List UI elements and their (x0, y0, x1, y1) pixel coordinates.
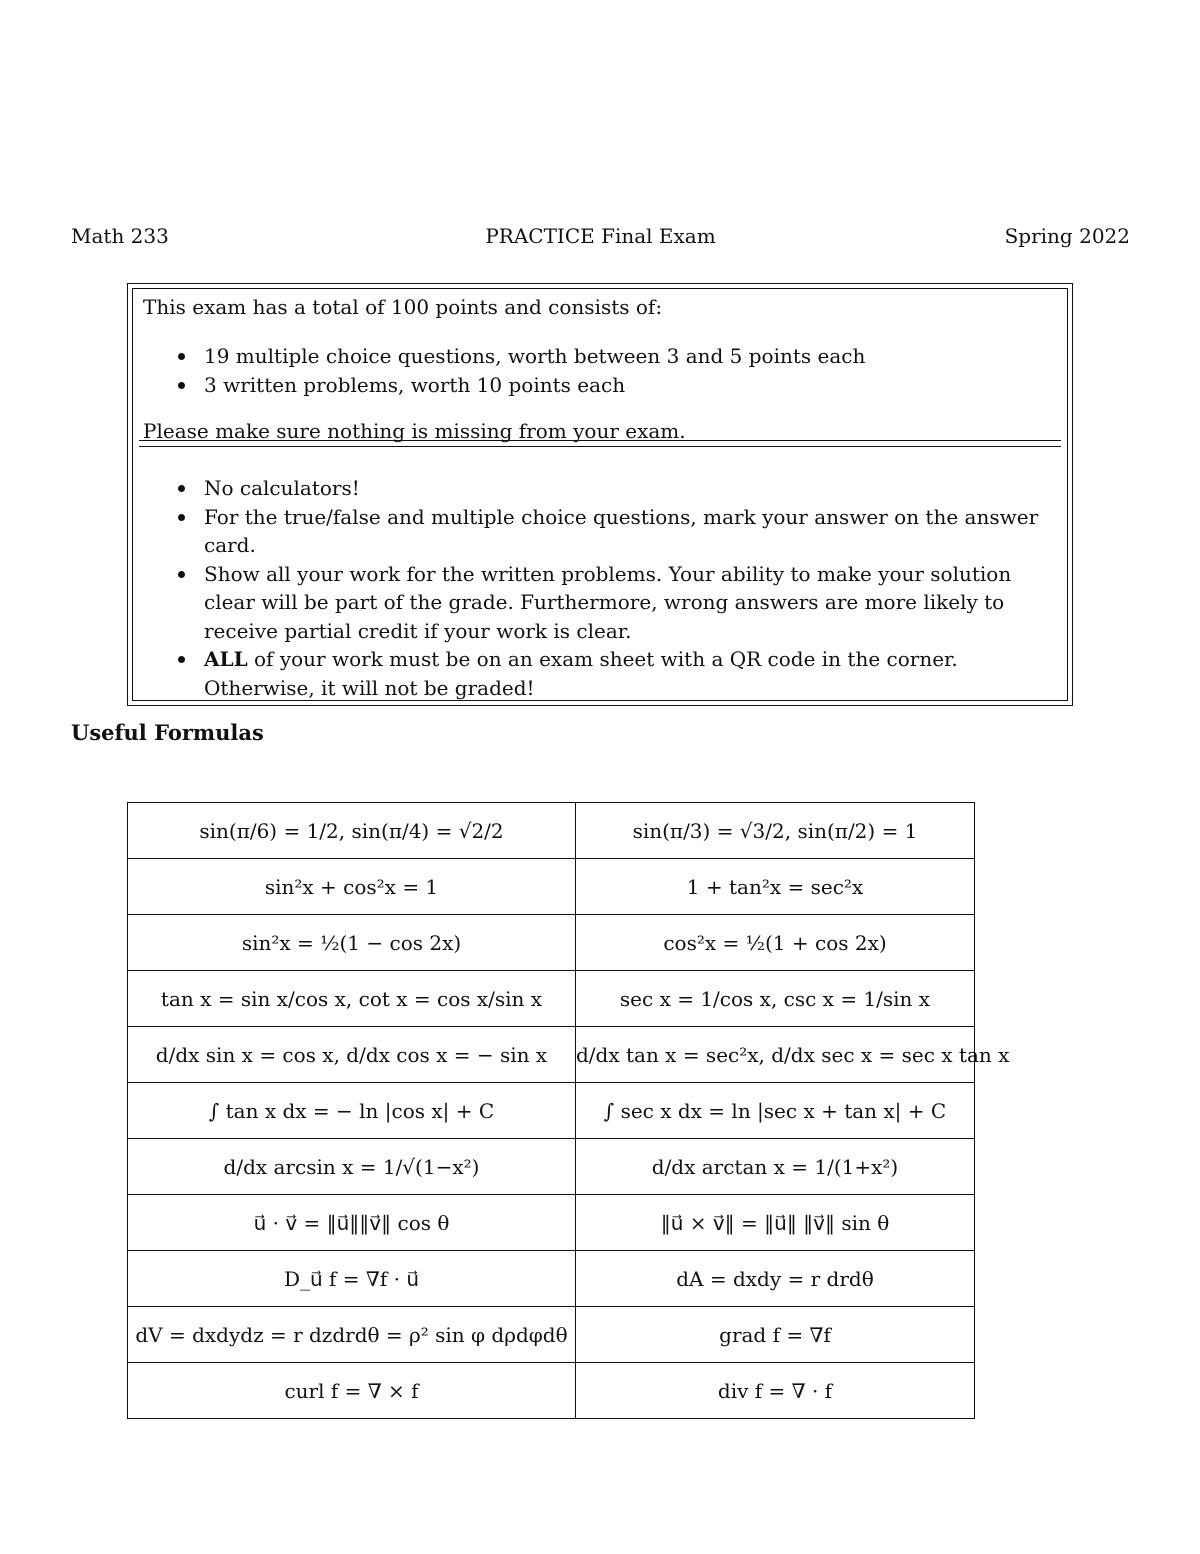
formula-cell: d/dx arctan x = 1/(1+x²) (576, 1139, 975, 1195)
course-name: Math 233 (71, 224, 169, 248)
formula-row (128, 1195, 975, 1251)
formula-row (128, 1139, 975, 1195)
formula-cell: d/dx arcsin x = 1/√(1−x²) (128, 1139, 576, 1195)
formula-cell: dA = dxdy = r drdθ (576, 1251, 975, 1307)
formula-cell: u⃗ · v⃗ = ‖u⃗‖‖v⃗‖ cos θ (128, 1195, 576, 1251)
composition-item: 19 multiple choice questions, worth between 3 and 5 points each (163, 342, 1061, 371)
formula-cell: D_u⃗ f = ∇f · u⃗ (128, 1251, 576, 1307)
formula-cell: sin(π/6) = 1/2, sin(π/4) = √2/2 (128, 803, 576, 859)
formula-cell: curl f = ∇ × f (128, 1363, 576, 1419)
all-instruction-text: of your work must be on an exam sheet with a QR code in the corner. Otherwise, it will not be graded! (204, 647, 958, 700)
instruction-item: No calculators! (163, 474, 1061, 503)
formula-cell: tan x = sin x/cos x, cot x = cos x/sin x (128, 971, 576, 1027)
formula-cell: d/dx tan x = sec²x, d/dx sec x = sec x tan x (576, 1027, 975, 1083)
page-header (71, 224, 1130, 254)
missing-note: Please make sure nothing is missing from your exam. (143, 419, 686, 443)
formula-cell: div f = ∇ · f (576, 1363, 975, 1419)
formula-cell: sin(π/3) = √3/2, sin(π/2) = 1 (576, 803, 975, 859)
exam-info-inner-frame (132, 288, 1068, 701)
formula-cell: 1 + tan²x = sec²x (576, 859, 975, 915)
composition-item: 3 written problems, worth 10 points each (163, 371, 1061, 400)
formula-row (128, 1307, 975, 1363)
exam-intro: This exam has a total of 100 points and consists of: (143, 295, 663, 319)
instructions-list (163, 474, 1061, 702)
formula-cell: ‖u⃗ × v⃗‖ = ‖u⃗‖ ‖v⃗‖ sin θ (576, 1195, 975, 1251)
all-emphasis: ALL (204, 647, 248, 671)
instruction-item: For the true/false and multiple choice questions, mark your answer on the answer card. (163, 503, 1061, 560)
formula-row (128, 859, 975, 915)
exam-info-box (127, 283, 1073, 706)
exam-title: PRACTICE Final Exam (485, 224, 716, 248)
formula-cell: ∫ tan x dx = − ln |cos x| + C (128, 1083, 576, 1139)
formula-row (128, 1251, 975, 1307)
exam-term: Spring 2022 (1004, 224, 1130, 248)
formula-row (128, 915, 975, 971)
formula-row (128, 1083, 975, 1139)
formula-cell: cos²x = ½(1 + cos 2x) (576, 915, 975, 971)
formula-cell: grad f = ∇f (576, 1307, 975, 1363)
formula-cell: sec x = 1/cos x, csc x = 1/sin x (576, 971, 975, 1027)
formula-row (128, 971, 975, 1027)
instruction-item-all (163, 645, 1061, 702)
formula-row (128, 803, 975, 859)
formula-cell: dV = dxdydz = r dzdrdθ = ρ² sin φ dρdφdθ (128, 1307, 576, 1363)
double-divider (139, 440, 1061, 447)
formula-cell: ∫ sec x dx = ln |sec x + tan x| + C (576, 1083, 975, 1139)
instruction-item: Show all your work for the written problems. Your ability to make your solution clear will be part of the grade. Furthermore, wrong answers are more likely to receive partial credit if your work is clear. (163, 560, 1061, 646)
formula-table (127, 802, 1010, 1419)
formula-row (128, 1363, 975, 1419)
useful-formulas-title: Useful Formulas (71, 720, 264, 745)
composition-list (163, 342, 1061, 399)
formula-cell: sin²x + cos²x = 1 (128, 859, 576, 915)
formula-cell: sin²x = ½(1 − cos 2x) (128, 915, 576, 971)
formula-row (128, 1027, 975, 1083)
formula-cell: d/dx sin x = cos x, d/dx cos x = − sin x (128, 1027, 576, 1083)
